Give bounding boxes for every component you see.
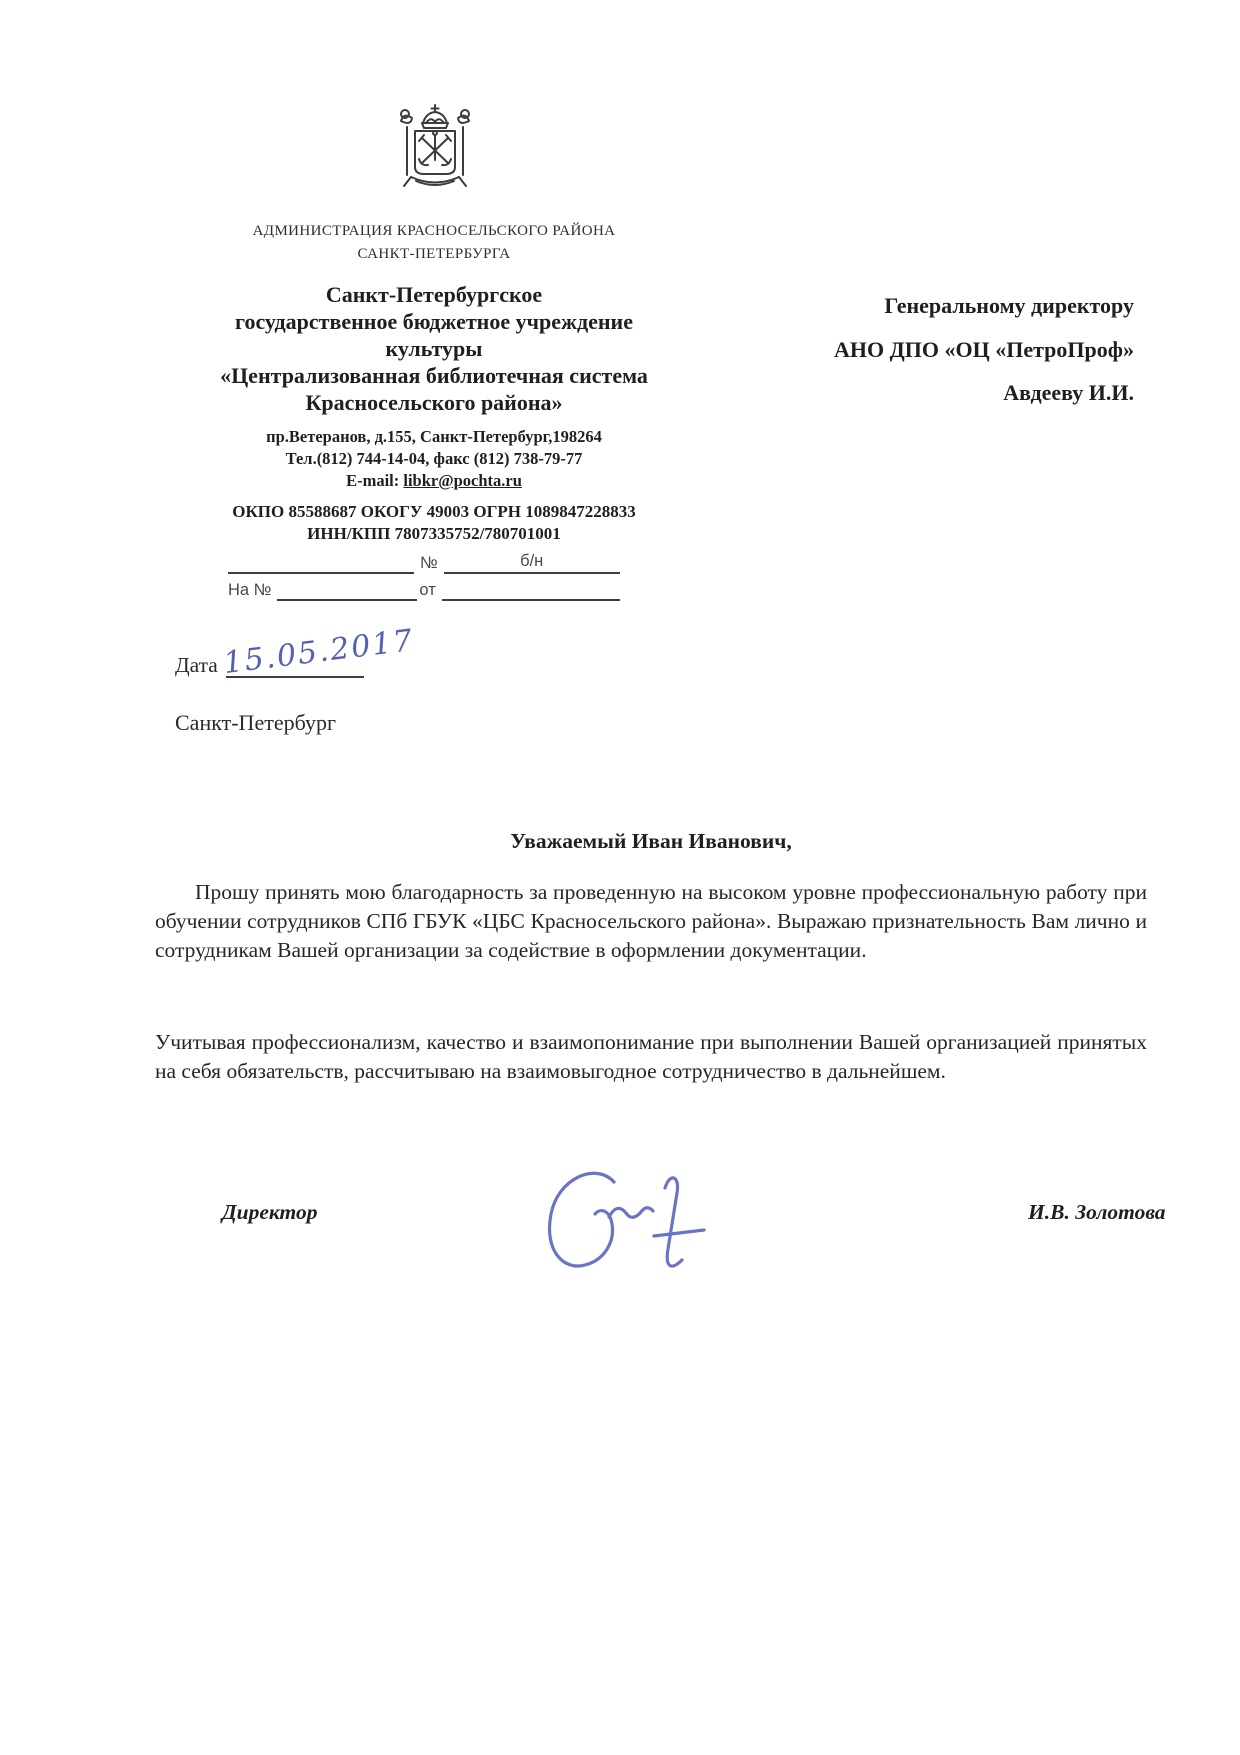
from-label: от xyxy=(419,581,436,599)
incoming-number-line xyxy=(228,577,638,601)
email-label: E-mail: xyxy=(346,471,404,490)
administration-line1: АДМИНИСТРАЦИЯ КРАСНОСЕЛЬСКОГО РАЙОНА xyxy=(252,223,616,239)
date-label: Дата xyxy=(175,653,218,677)
email-address: libkr@pochta.ru xyxy=(403,471,522,490)
incoming-date-blank xyxy=(442,579,620,601)
reference-lines xyxy=(228,550,638,604)
handwritten-signature-icon xyxy=(518,1156,708,1291)
requisites-block xyxy=(155,501,713,545)
body-paragraph-2: Учитывая профессионализм, качество и взаимопонимание при выполнении Вашей организацией принятых на себя обязательств, рассчитываю на взаимовыгодное сотрудничество в дальнейшем. xyxy=(155,1030,1147,1083)
saint-petersburg-coat-of-arms-icon xyxy=(385,101,485,200)
postal-address: пр.Ветеранов, д.155, Санкт-Петербург,198264 xyxy=(266,427,602,446)
signer-title: Директор xyxy=(222,1200,318,1224)
administration-line2: САНКТ-ПЕТЕРБУРГА xyxy=(357,246,511,262)
phone-fax: Тел.(812) 744-14-04, факс (812) 738-79-77 xyxy=(285,449,583,468)
body-paragraph-1: Прошу принять мою благодарность за проведенную на высоком уровне профессиональную работу при обучении сотрудников СПб ГБУК «ЦБС Красносельского района». Выражаю признательность Вам лично и сотрудникам Вашей организации за содействие в оформлении документации. xyxy=(155,880,1147,962)
city-label: Санкт-Петербург xyxy=(175,710,336,735)
contact-block xyxy=(155,426,713,492)
org-line: «Централизованная библиотечная система xyxy=(220,363,648,388)
outgoing-number-value: б/н xyxy=(444,552,620,574)
email-line xyxy=(155,470,713,492)
salutation: Уважаемый Иван Иванович, xyxy=(510,829,792,853)
org-line: государственное бюджетное учреждение xyxy=(235,309,633,334)
incoming-number-blank xyxy=(277,579,417,601)
outgoing-number-line xyxy=(228,550,638,574)
org-line: культуры xyxy=(385,336,483,361)
addressee-block xyxy=(834,284,1134,415)
addressee-name: Авдееву И.И. xyxy=(1003,380,1134,405)
inn-kpp-line: ИНН/КПП 7807335752/780701001 xyxy=(307,524,561,543)
addressee-position: Генеральному директору xyxy=(884,293,1134,318)
outgoing-date-blank xyxy=(228,552,414,574)
date-row xyxy=(175,622,417,682)
handwritten-date: 15.05.2017 xyxy=(221,622,417,682)
addressee-organization: АНО ДПО «ОЦ «ПетроПроф» xyxy=(834,336,1134,362)
administration-heading xyxy=(155,220,713,266)
on-number-label: На № xyxy=(228,581,272,599)
org-line: Санкт-Петербургское xyxy=(325,282,543,307)
okpo-ogrn-line: ОКПО 85588687 ОКОГУ 49003 ОГРН 1089847228833 xyxy=(232,502,636,521)
number-sign-label: № xyxy=(420,554,438,572)
org-line: Красносельского района» xyxy=(305,390,563,415)
organization-name xyxy=(155,281,713,416)
signer-name: И.В. Золотова xyxy=(1028,1200,1166,1224)
